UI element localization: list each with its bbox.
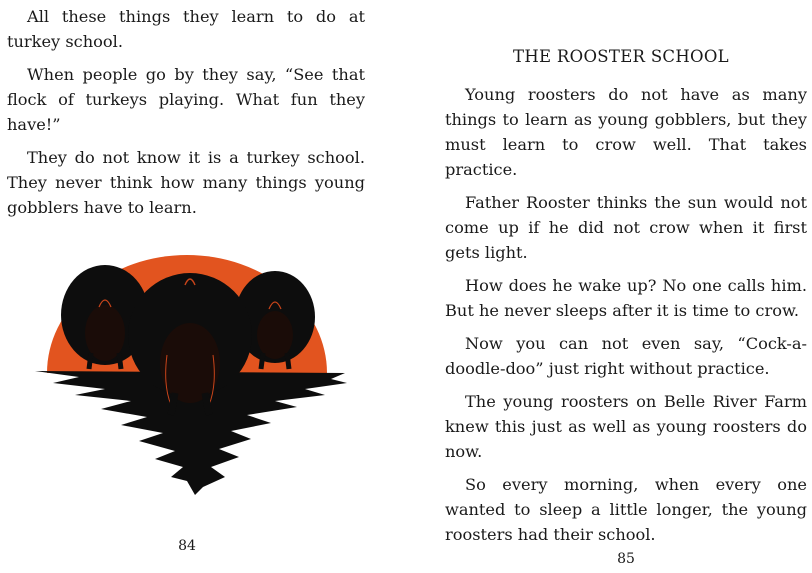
paragraph: When people go by they say, “See that flock of turkeys playing. What fun they have!” bbox=[7, 65, 365, 134]
paragraph: All these things they learn to do at turkey school. bbox=[7, 7, 365, 51]
right-page bbox=[430, 0, 812, 573]
left-page bbox=[0, 0, 380, 573]
paragraph: Young roosters do not have as many things to learn as young gobblers, but they must learn to crow well. That takes practice. bbox=[445, 85, 807, 179]
chapter-title: THE ROOSTER SCHOOL bbox=[513, 47, 729, 66]
paragraph: Father Rooster thinks the sun would not come up if he did not crow when it first gets light. bbox=[445, 193, 807, 262]
page-number: 84 bbox=[178, 538, 196, 554]
paragraph: They do not know it is a turkey school. They never think how many things young gobblers have to learn. bbox=[7, 148, 365, 217]
right-page-text bbox=[445, 82, 807, 547]
paragraph: Now you can not even say, “Cock-a-doodle-doo” just right without practice. bbox=[445, 334, 807, 378]
turkeys-at-sunset-illustration bbox=[35, 255, 347, 495]
turkeys-at-sunset-icon bbox=[35, 255, 347, 495]
left-page-text bbox=[7, 4, 365, 220]
page-number: 85 bbox=[617, 551, 635, 567]
paragraph: How does he wake up? No one calls him. But he never sleeps after it is time to crow. bbox=[445, 276, 807, 320]
paragraph: So every morning, when every one wanted to sleep a little longer, the young roosters had their school. bbox=[445, 475, 807, 544]
paragraph: The young roosters on Belle River Farm knew this just as well as young roosters do now. bbox=[445, 392, 807, 461]
